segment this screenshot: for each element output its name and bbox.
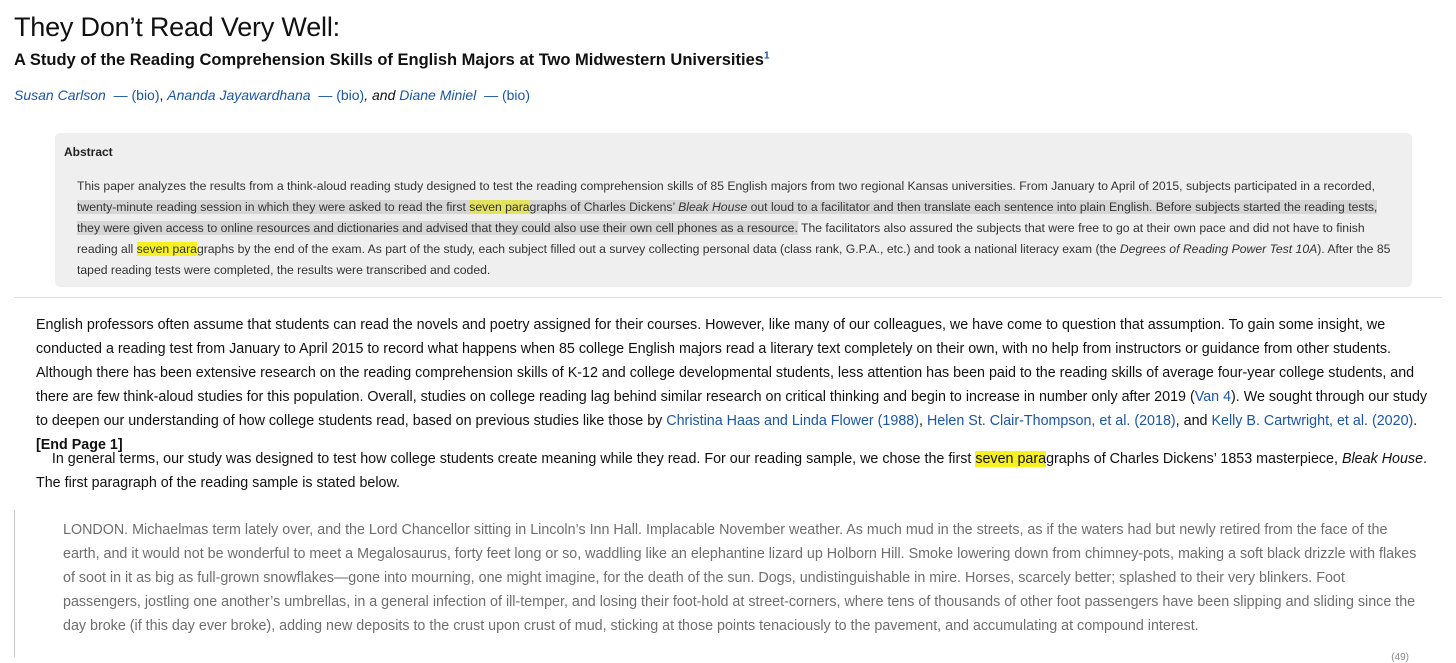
author-conjunction: , and [364, 87, 396, 103]
paragraph-text: . The first paragraph of the reading sample is stated below. [36, 451, 1428, 491]
paragraph-text: ). We sought through our study to deepen our understanding of how college students read, based on previous studies like those by [36, 389, 1428, 429]
paragraph-text: In general terms, our study was designed to test how college students create meaning while they read. For our reading sample, we chose the first [51, 451, 976, 467]
citation-link[interactable]: Christina Haas and Linda Flower (1988) [666, 413, 919, 429]
abstract-segment: graphs by the end of the exam. As part of the study, each subject filled out a survey collecting personal data (class rank, G.P.A., etc.) and took a national literacy exam (the [196, 242, 1120, 256]
author-name-link[interactable]: Ananda Jayawardhana [167, 87, 311, 103]
abstract-label: Abstract [64, 145, 113, 159]
author-name-link[interactable]: Susan Carlson [14, 87, 106, 103]
paragraph-text: graphs of Charles Dickens’ 1853 masterpiece, [1046, 451, 1342, 467]
abstract-text [77, 176, 1403, 281]
body-paragraph [36, 313, 1442, 457]
paragraph-italic: Bleak House [1341, 451, 1424, 467]
author-bio-link[interactable]: — (bio) [318, 87, 365, 103]
paragraph-text: English professors often assume that students can read the novels and poetry assigned for their courses. However, like many of our colleagues, we have come to question that assumption. To gain some insight, we conducted a reading test from January to April 2015 to record what happens when 85 college English majors read a literary text completely on their own, with no help from instructors or guidance from other students. Although there has been extensive research on the reading comprehension skills of K-12 and college developmental students, less attention has been paid to the reading skills of average four-year college students, and there are few think-aloud studies for this population. Overall, studies on college reading lag behind similar research on critical thinking and begin to increase in number only after 2019 ( [36, 317, 1415, 405]
paragraph-text: , [919, 413, 927, 429]
citation-link[interactable]: Van 4 [1194, 389, 1232, 405]
author-bio-link[interactable]: — (bio) [113, 87, 160, 103]
block-quote [14, 510, 1443, 663]
citation-link[interactable]: Helen St. Clair-Thompson, et al. (2018) [926, 413, 1176, 429]
abstract-italic: Degrees of Reading Power Test 10A [1119, 242, 1318, 256]
abstract-segment: The facilitators also assured the subjects that were free to go at their own pace and did not have to finish reading all [77, 221, 1365, 256]
abstract-segment: ). After the 85 taped reading tests were completed, the results were transcribed and coded. [77, 242, 1391, 277]
page-marker: [End Page 1] [36, 437, 123, 453]
block-quote-text: LONDON. Michaelmas term lately over, and the Lord Chancellor sitting in Lincoln’s Inn Hall. Implacable November weather. As much mud in the streets, as if the waters had but newly retired from the face of the earth, and it would not be wonderful to meet a Megalosaurus, forty feet long or so, waddling like an elephantine lizard up Holborn Hill. Smoke lowering down from chimney-pots, making a soft black drizzle with flakes of soot in it as big as full-grown snowflakes—gone into mourning, one might imagine, for the death of the sun. Dogs, undistinguishable in mire. Horses, scarcely better; splashed to their very blinkers. Foot passengers, jostling one another’s umbrellas, in a general infection of ill-temper, and losing their foot-hold at street-corners, where tens of thousands of other foot passengers have been slipping and sliding since the day broke (if this day ever broke), adding new deposits to the crust upon crust of mud, sticking at those points tenaciously to the pavement, and accumulating at compound interest. [63, 522, 1417, 634]
abstract-segment: graphs of Charles Dickens’ [529, 200, 679, 214]
author-bio-link[interactable]: — (bio) [484, 87, 530, 103]
search-highlight: seven para [469, 200, 530, 214]
section-divider [14, 297, 1442, 298]
paragraph-text: , and [1175, 413, 1212, 429]
search-highlight: seven para [136, 242, 197, 256]
abstract-box [55, 133, 1412, 287]
citation-link[interactable]: Kelly B. Cartwright, et al. (2020) [1211, 413, 1414, 429]
abstract-segment: twenty-minute reading session in which they were asked to read the first [77, 200, 470, 214]
abstract-italic: Bleak House [678, 200, 748, 214]
author-list [14, 87, 530, 103]
quote-page-number: (49) [1391, 652, 1409, 663]
author-separator: , [159, 87, 164, 103]
paragraph-text: . [1413, 413, 1418, 429]
search-highlight: seven para [975, 451, 1047, 467]
footnote-link[interactable]: 1 [763, 50, 770, 62]
author-name-link[interactable]: Diane Miniel [399, 87, 477, 103]
abstract-segment: out loud to a facilitator and then translate each sentence into plain English. Before subjects started the reading tests, they were given access to online resources and dictionaries and advised that they could also use their own cell phones as a resource. [77, 200, 1378, 235]
abstract-segment: This paper analyzes the results from a think-aloud reading study designed to test the reading comprehension skills of 85 English majors from two regional Kansas universities. From January to April of 2015, subjects participated in a recorded, [77, 179, 1375, 193]
subtitle-text: A Study of the Reading Comprehension Skills of English Majors at Two Midwestern Universities [14, 51, 764, 69]
article-title: They Don’t Read Very Well: [14, 12, 340, 42]
article-subtitle [14, 51, 770, 70]
body-paragraph [36, 447, 1442, 495]
